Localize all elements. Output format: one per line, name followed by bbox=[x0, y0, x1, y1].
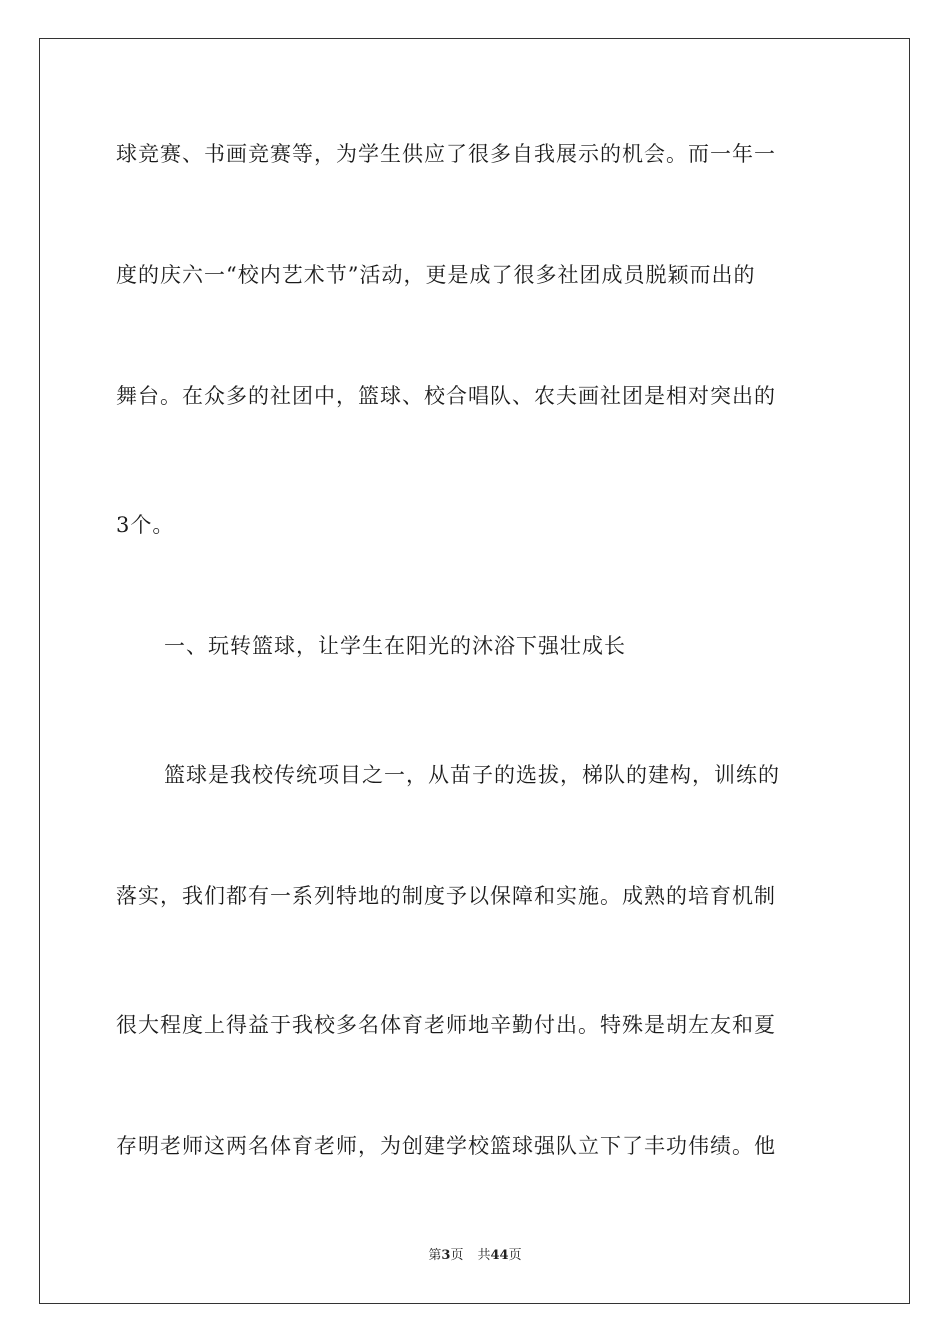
page-border bbox=[39, 38, 910, 1304]
total-suffix: 页 bbox=[508, 1248, 522, 1263]
page-suffix: 页 bbox=[450, 1248, 464, 1263]
paragraph-line: 度的庆六一“校内艺术节”活动，更是成了很多社团成员脱颖而出的 bbox=[116, 263, 756, 287]
page-footer bbox=[0, 1247, 950, 1265]
paragraph-line: 存明老师这两名体育老师，为创建学校篮球强队立下了丰功伟绩。他 bbox=[116, 1134, 776, 1158]
page-number: 3 bbox=[441, 1248, 451, 1263]
paragraph-line: 篮球是我校传统项目之一，从苗子的选拔，梯队的建构，训练的 bbox=[164, 763, 780, 787]
page-prefix: 第 bbox=[428, 1248, 442, 1263]
total-prefix: 共 bbox=[477, 1248, 491, 1263]
paragraph-line: 3个。 bbox=[116, 513, 175, 537]
total-pages: 44 bbox=[490, 1248, 509, 1263]
paragraph-line: 舞台。在众多的社团中，篮球、校合唱队、农夫画社团是相对突出的 bbox=[116, 384, 776, 408]
section-heading: 一、玩转篮球，让学生在阳光的沐浴下强壮成长 bbox=[164, 634, 626, 658]
paragraph-line: 球竞赛、书画竞赛等，为学生供应了很多自我展示的机会。而一年一 bbox=[116, 142, 776, 166]
paragraph-line: 很大程度上得益于我校多名体育老师地辛勤付出。特殊是胡左友和夏 bbox=[116, 1013, 776, 1037]
paragraph-line: 落实，我们都有一系列特地的制度予以保障和实施。成熟的培育机制 bbox=[116, 884, 776, 908]
